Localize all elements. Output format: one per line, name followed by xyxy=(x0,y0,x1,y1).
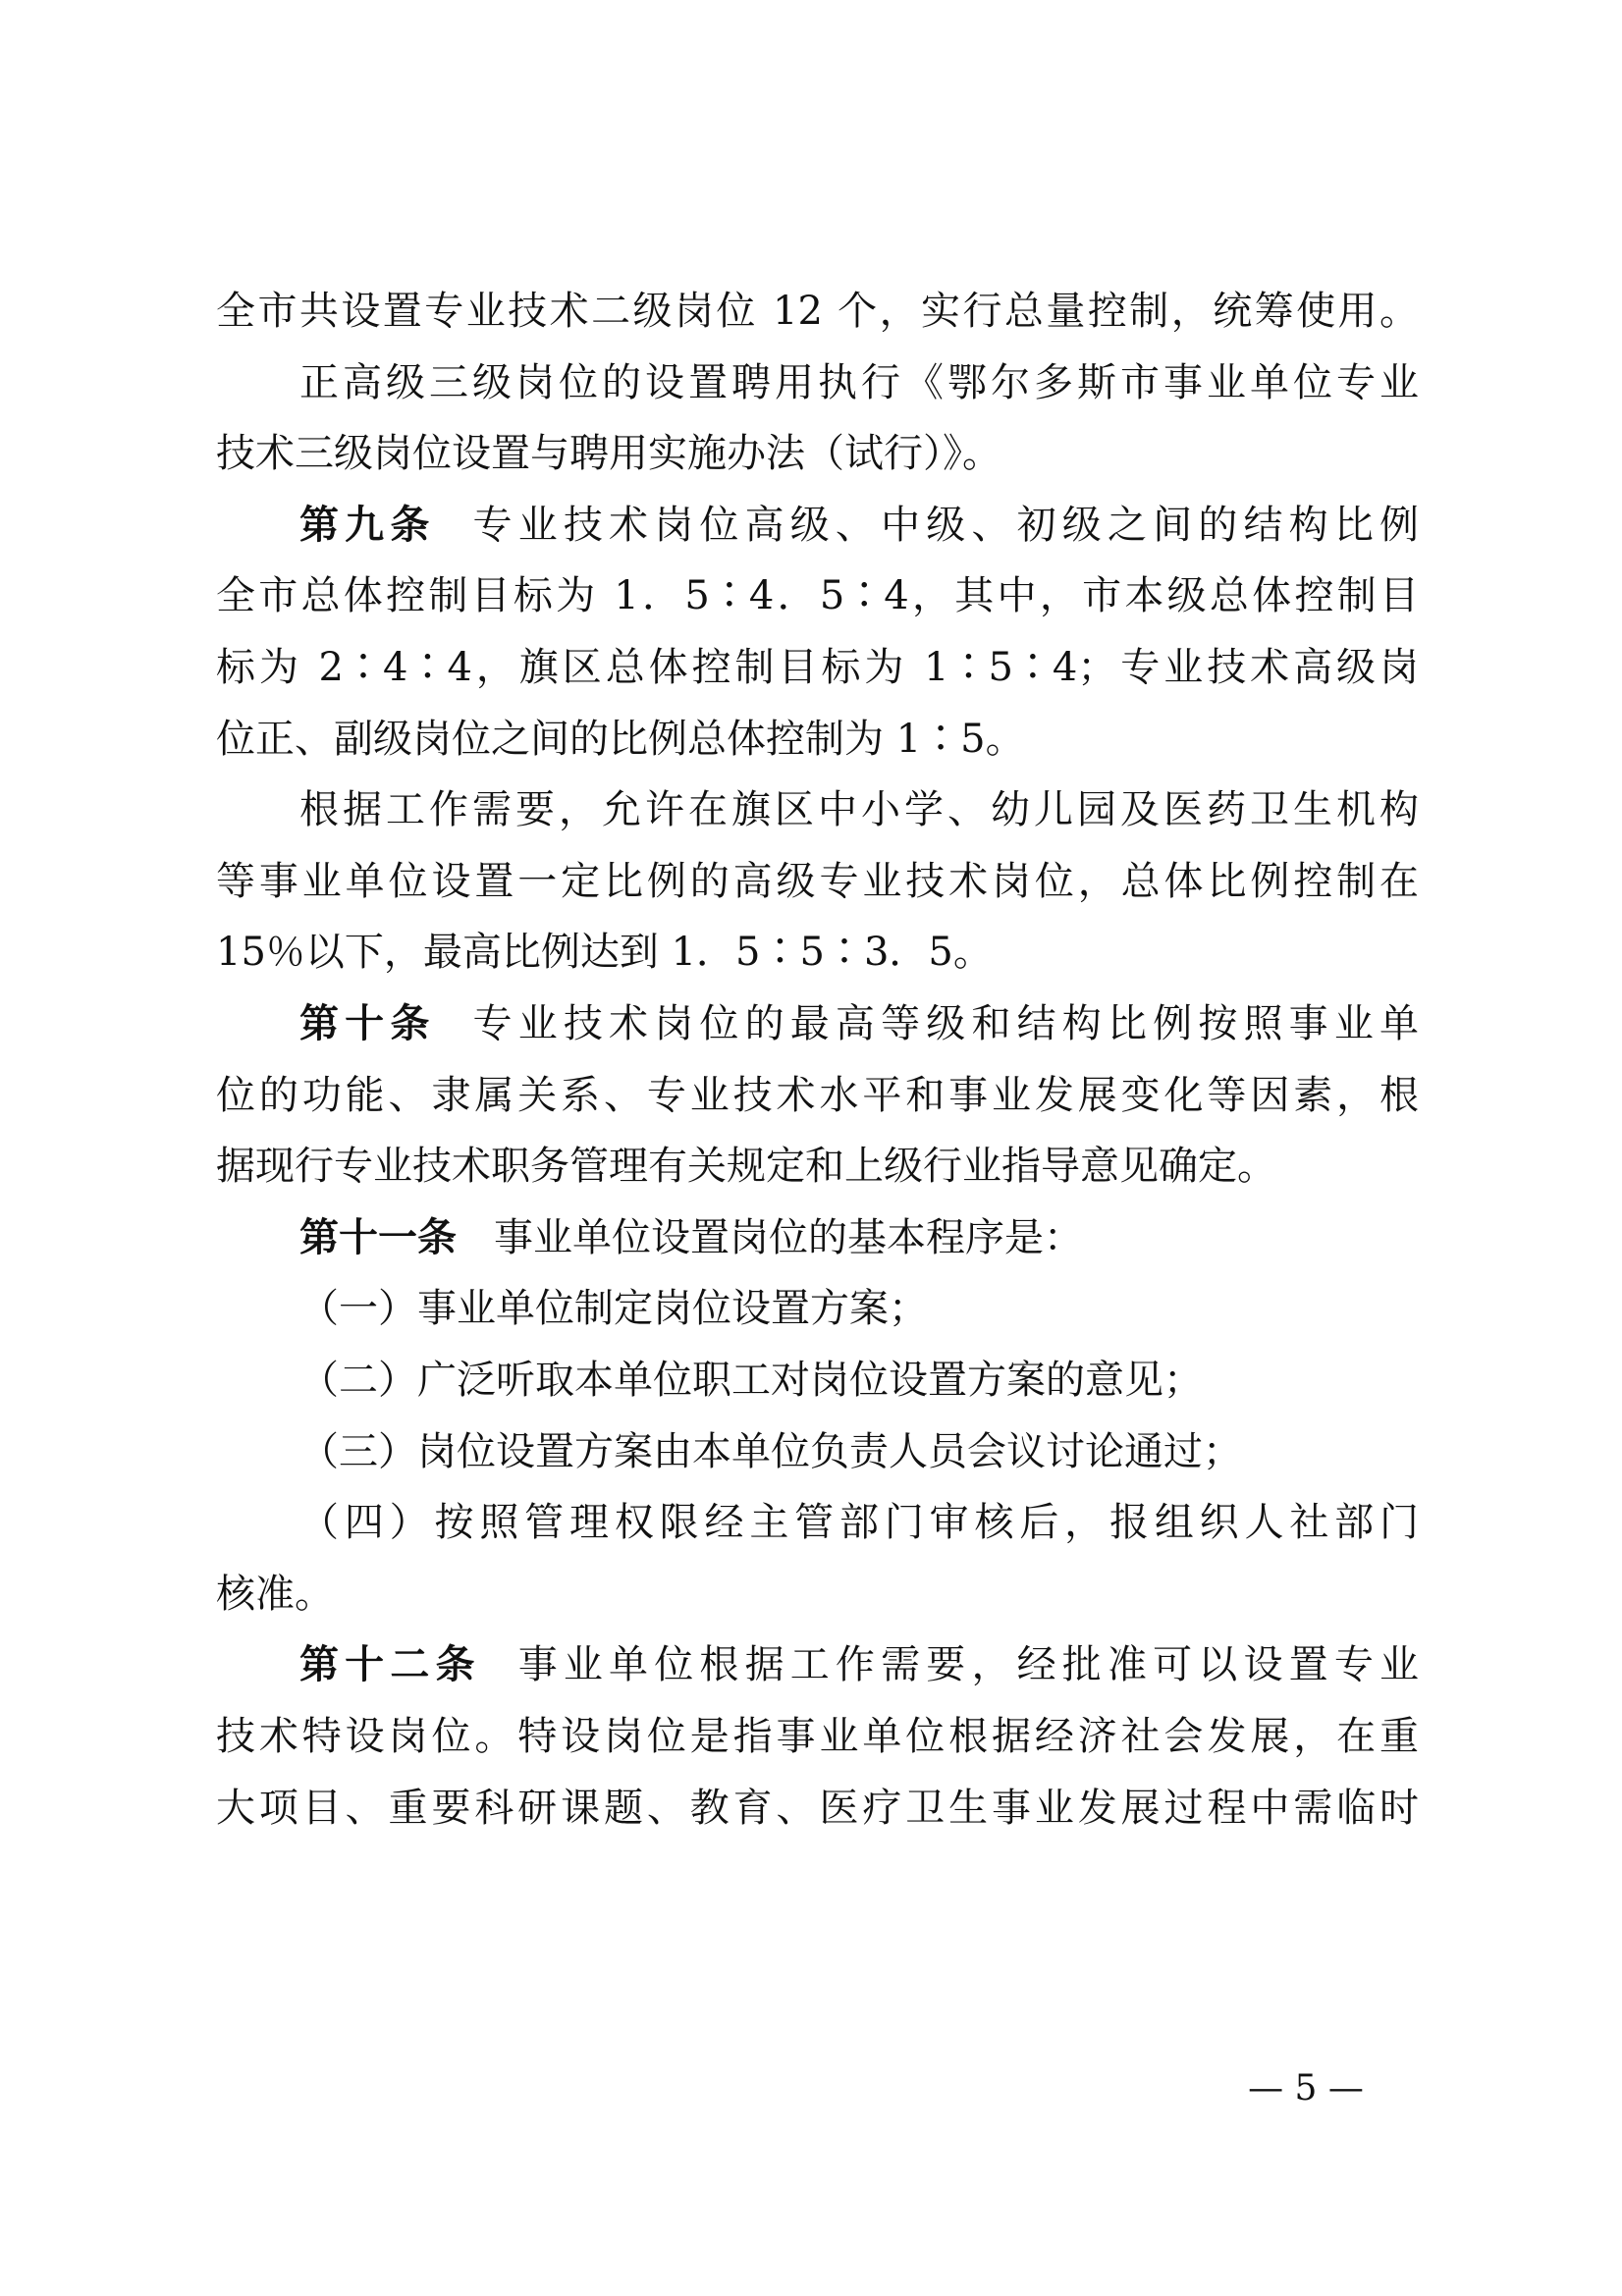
article-heading: 第十一条 xyxy=(299,1215,457,1260)
line-text: 全市共设置专业技术二级岗位 12 个，实行总量控制，统筹使用。 xyxy=(216,289,1419,334)
article-line xyxy=(299,490,1419,561)
body-line xyxy=(216,418,1419,489)
line-text: 等事业单位设置一定比例的高级专业技术岗位，总体比例控制在 xyxy=(216,859,1419,904)
line-text: 位正、副级岗位之间的比例总体控制为 1∶5。 xyxy=(216,717,1025,762)
body-line xyxy=(216,1701,1419,1772)
body-line xyxy=(299,1345,1419,1415)
line-text: 事业单位根据工作需要，经批准可以设置专业 xyxy=(517,1642,1419,1687)
body-line xyxy=(216,276,1419,347)
article-heading: 第九条 xyxy=(299,503,436,548)
body-line xyxy=(299,1487,1419,1558)
line-text: 全市总体控制目标为 1．5∶4．5∶4，其中，市本级总体控制目 xyxy=(216,573,1419,618)
article-heading: 第十二条 xyxy=(299,1642,481,1687)
line-text: 技术三级岗位设置与聘用实施办法（试行）》。 xyxy=(216,431,1001,476)
page-number: — 5 — xyxy=(1248,2068,1364,2109)
line-text: 标为 2∶4∶4，旗区总体控制目标为 1∶5∶4；专业技术高级岗 xyxy=(216,645,1419,690)
body-line xyxy=(216,1060,1419,1131)
body-line xyxy=(216,846,1419,917)
line-text: 位的功能、隶属关系、专业技术水平和事业发展变化等因素，根 xyxy=(216,1073,1419,1118)
body-line xyxy=(299,774,1419,845)
article-line xyxy=(299,988,1419,1059)
line-text: 大项目、重要科研课题、教育、医疗卫生事业发展过程中需临时 xyxy=(216,1786,1419,1831)
line-text: 根据工作需要，允许在旗区中小学、幼儿园及医药卫生机构 xyxy=(299,787,1419,832)
line-text: （二）广泛听取本单位职工对岗位设置方案的意见； xyxy=(299,1358,1203,1403)
body-line xyxy=(299,347,1419,418)
body-line xyxy=(216,1559,1419,1629)
body-line xyxy=(216,704,1419,774)
body-line xyxy=(299,1273,1419,1344)
body-line xyxy=(216,1773,1419,1843)
body-line xyxy=(216,917,1419,988)
line-text: 正高级三级岗位的设置聘用执行《鄂尔多斯市事业单位专业 xyxy=(299,360,1419,405)
line-text: 事业单位设置岗位的基本程序是： xyxy=(494,1215,1083,1260)
article-line xyxy=(299,1202,1419,1273)
article-heading: 第十条 xyxy=(299,1001,436,1046)
body-line xyxy=(216,632,1419,703)
body-line xyxy=(216,561,1419,631)
line-text: 专业技术岗位的最高等级和结构比例按照事业单 xyxy=(472,1001,1419,1046)
line-text: 技术特设岗位。特设岗位是指事业单位根据经济社会发展，在重 xyxy=(216,1714,1419,1759)
line-text: 核准。 xyxy=(216,1572,334,1617)
line-text: 15％以下，最高比例达到 1．5∶5∶3．5。 xyxy=(216,930,993,975)
line-text: （四）按照管理权限经主管部门审核后，报组织人社部门 xyxy=(299,1500,1419,1545)
body-line xyxy=(299,1416,1419,1487)
line-text: 专业技术岗位高级、中级、初级之间的结构比例 xyxy=(472,503,1419,548)
line-text: 据现行专业技术职务管理有关规定和上级行业指导意见确定。 xyxy=(216,1144,1276,1189)
line-text: （一）事业单位制定岗位设置方案； xyxy=(299,1286,928,1331)
article-line xyxy=(299,1629,1419,1700)
body-line xyxy=(216,1131,1419,1201)
line-text: （三）岗位设置方案由本单位负责人员会议讨论通过； xyxy=(299,1429,1242,1474)
